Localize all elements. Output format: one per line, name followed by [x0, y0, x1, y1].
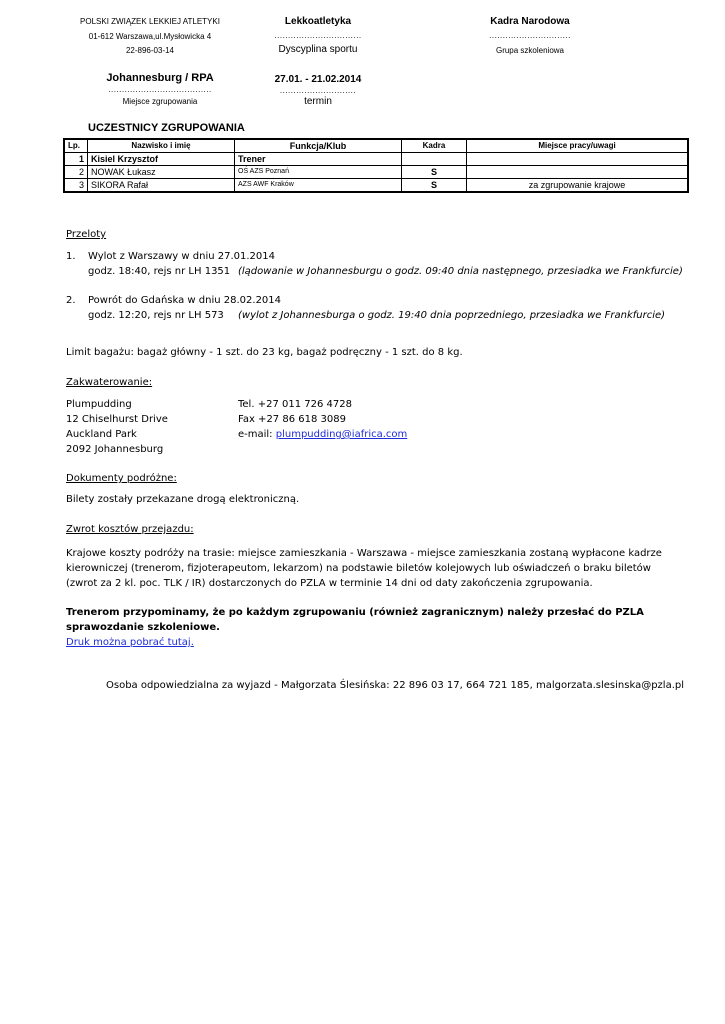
- row-function: OŚ AZS Poznań: [235, 166, 402, 179]
- location-label: Miejsce zgrupowania: [122, 97, 198, 106]
- row-lp: 3: [64, 179, 88, 193]
- accommodation-district: Auckland Park: [66, 429, 137, 440]
- baggage-limit: Limit bagażu: bagaż główny - 1 szt. do 23 kg, bagaż podręczny - 1 szt. do 8 kg.: [66, 347, 463, 358]
- download-form-link[interactable]: Druk można pobrać tutaj.: [66, 637, 194, 648]
- flight-2-num: 2.: [66, 295, 76, 306]
- row-notes: [467, 153, 689, 166]
- row-function: AZS AWF Kraków: [235, 179, 402, 193]
- column-header-name: Nazwisko i imię: [88, 139, 235, 153]
- group-dots: ..............................: [489, 31, 571, 40]
- row-notes: za zgrupowanie krajowe: [467, 179, 689, 193]
- flights-heading: Przeloty: [66, 229, 107, 240]
- participants-table: [63, 138, 689, 193]
- row-kadra: S: [402, 179, 467, 193]
- flight-1-line2: godz. 18:40, rejs nr LH 1351: [88, 266, 231, 277]
- org-address: 01-612 Warszawa,ul.Mysłowicka 4: [88, 32, 212, 41]
- participants-title: UCZESTNICY ZGRUPOWANIA: [88, 122, 245, 134]
- discipline-dots: ................................: [274, 31, 362, 40]
- term-value: 27.01. - 21.02.2014: [274, 74, 362, 85]
- discipline-label: Dyscyplina sportu: [278, 44, 358, 55]
- term-label: termin: [304, 96, 332, 107]
- flight-2-line2: godz. 12:20, rejs nr LH 573: [88, 310, 224, 321]
- flight-2-line1: Powrót do Gdańska w dniu 28.02.2014: [88, 295, 282, 306]
- row-name: SIKORA Rafał: [88, 179, 235, 193]
- reminder-text: Trenerom przypominamy, że po każdym zgrupowaniu (również zagranicznym) należy przesłać do PZLA sprawozdanie szkoleniowe.: [66, 607, 644, 633]
- location-dots: ......................................: [108, 85, 212, 94]
- term-dots: ............................: [279, 86, 357, 95]
- email-link[interactable]: plumpudding@iafrica.com: [275, 429, 408, 440]
- flight-1-line1: Wylot z Warszawy w dniu 27.01.2014: [88, 251, 275, 262]
- flight-1-note: (lądowanie w Johannesburgu o godz. 09:40 dnia następnego, przesiadka we Frankfurcie): [238, 266, 683, 277]
- column-header-notes: Miejsce pracy/uwagi: [467, 139, 689, 153]
- row-function: Trener: [235, 153, 402, 166]
- accommodation-fax: Fax +27 86 618 3089: [238, 414, 346, 425]
- accommodation-name: Plumpudding: [66, 399, 132, 410]
- table-row: [64, 153, 688, 166]
- table-row: [64, 179, 688, 193]
- flight-1-num: 1.: [66, 251, 76, 262]
- row-name: Kisiel Krzysztof: [88, 153, 235, 166]
- row-kadra: [402, 153, 467, 166]
- table-header-row: [64, 139, 688, 153]
- org-phone: 22-896-03-14: [125, 46, 175, 55]
- flight-2-note: (wylot z Johannesburga o godz. 19:40 dnia poprzedniego, przesiadka we Frankfurcie): [238, 310, 666, 321]
- contact-person: Osoba odpowiedzialna za wyjazd - Małgorzata Ślesińska: 22 896 03 17, 664 721 185, malgorzata.slesinska@pzla.pl: [106, 680, 685, 691]
- row-lp: 1: [64, 153, 88, 166]
- row-lp: 2: [64, 166, 88, 179]
- documents-heading: Dokumenty podróżne:: [66, 473, 177, 484]
- discipline-value: Lekkoatletyka: [284, 16, 352, 27]
- location-value: Johannesburg / RPA: [106, 72, 214, 84]
- group-value: Kadra Narodowa: [490, 16, 570, 27]
- column-header-lp: Lp.: [64, 139, 88, 153]
- row-kadra: S: [402, 166, 467, 179]
- refund-text: Krajowe koszty podróży na trasie: miejsce zamieszkania - Warszawa - miejsce zamieszkania zostaną wypłacone kadrze kierowniczej (trenerom, fizjoterapeutom, lekarzom) na podstawie biletów kolejowych lub oświadczeń o braku biletów (zwrot za 2 kl. poc. TLK / IR) dostarczonych do PZLA w terminie 14 dni od daty zakończenia zgrupowania.: [66, 548, 662, 589]
- row-name: NOWAK Łukasz: [88, 166, 235, 179]
- accommodation-street: 12 Chiselhurst Drive: [66, 414, 168, 425]
- accommodation-tel: Tel. +27 011 726 4728: [238, 399, 352, 410]
- row-notes: [467, 166, 689, 179]
- refund-heading: Zwrot kosztów przejazdu:: [66, 524, 194, 535]
- column-header-kadra: Kadra: [402, 139, 467, 153]
- column-header-function: Funkcja/Klub: [235, 139, 402, 153]
- table-row: [64, 166, 688, 179]
- accommodation-heading: Zakwaterowanie:: [66, 377, 153, 388]
- org-name: POLSKI ZWIĄZEK LEKKIEJ ATLETYKI: [80, 17, 220, 26]
- documents-text: Bilety zostały przekazane drogą elektroniczną.: [66, 494, 300, 505]
- email-label: e-mail:: [238, 429, 276, 440]
- group-label: Grupa szkoleniowa: [495, 46, 565, 55]
- accommodation-city: 2092 Johannesburg: [66, 444, 164, 455]
- accommodation-email-row: [238, 427, 407, 442]
